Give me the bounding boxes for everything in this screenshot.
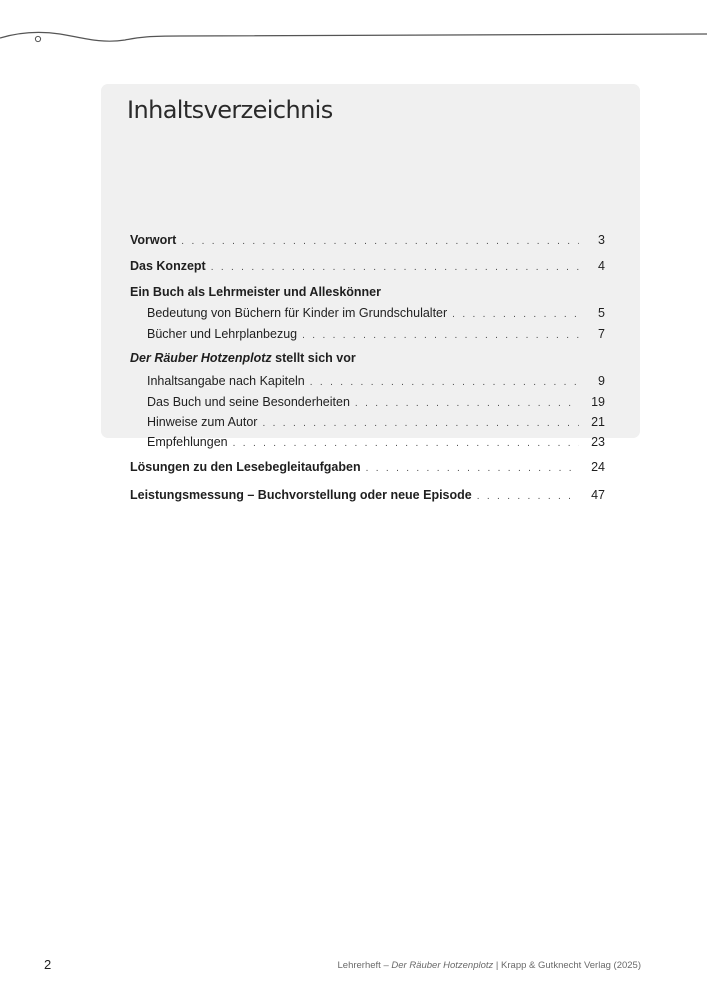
- dot-leader: [233, 434, 579, 454]
- toc-section-label: [130, 348, 356, 368]
- toc-entry-bedeutung[interactable]: [147, 303, 605, 323]
- toc-entry-label: Bücher und Lehrplanbezug: [147, 327, 298, 341]
- footer-credit-title: Der Räuber Hotzenplotz: [391, 960, 494, 971]
- toc-title: Inhaltsverzeichnis: [127, 96, 333, 124]
- toc-entry-page: 9: [598, 374, 605, 388]
- toc-entry-page: 24: [591, 460, 605, 474]
- footer-page-number: 2: [44, 957, 52, 972]
- toc-section-heading-lehrmeister: [130, 282, 605, 302]
- toc-entry-label: Empfehlungen: [147, 435, 228, 449]
- dot-leader: [310, 373, 579, 393]
- footer-credit: [338, 960, 642, 971]
- toc-entry-page: 4: [598, 259, 605, 273]
- dot-leader: [302, 326, 579, 346]
- toc-entry-leistungsmessung[interactable]: [130, 485, 605, 505]
- footer-credit-suffix: | Krapp & Gutknecht Verlag (2025): [493, 960, 641, 971]
- toc-entry-label: Inhaltsangabe nach Kapiteln: [147, 374, 305, 388]
- toc-entry-page: 3: [598, 233, 605, 247]
- toc-entry-label: Das Buch und seine Besonderheiten: [147, 395, 350, 409]
- toc-entry-page: 19: [591, 395, 605, 409]
- toc-entry-besonderheiten[interactable]: [147, 392, 605, 412]
- toc-entry-autor[interactable]: [147, 412, 605, 432]
- toc-entry-label: Bedeutung von Büchern für Kinder im Grundschulalter: [147, 306, 448, 320]
- toc-entry-vorwort[interactable]: [130, 230, 605, 250]
- section-label-rest: stellt sich vor: [271, 351, 356, 365]
- toc-entry-empfehlungen[interactable]: [147, 432, 605, 452]
- dot-leader: [355, 394, 579, 414]
- toc-entry-label: Lösungen zu den Lesebegleitaufgaben: [130, 460, 361, 474]
- toc-entry-loesungen[interactable]: [130, 457, 605, 477]
- toc-entry-label: Leistungsmessung – Buchvorstellung oder neue Episode: [130, 488, 472, 502]
- toc-entry-label: Vorwort: [130, 233, 177, 247]
- book-title-italic: Der Räuber Hotzenplotz: [130, 351, 272, 365]
- toc-entry-inhaltsangabe[interactable]: [147, 371, 605, 391]
- dot-leader: [262, 414, 579, 434]
- table-of-contents-panel: [101, 84, 640, 502]
- dot-leader: [366, 459, 579, 479]
- toc-list: [101, 84, 640, 502]
- toc-section-label: Ein Buch als Lehrmeister und Alleskönner: [130, 285, 381, 299]
- toc-entry-label: Das Konzept: [130, 259, 206, 273]
- toc-entry-page: 21: [591, 415, 605, 429]
- footer-credit-prefix: Lehrerheft –: [337, 960, 392, 971]
- toc-entry-page: 5: [598, 306, 605, 320]
- toc-entry-label: Hinweise zum Autor: [147, 415, 258, 429]
- decorative-header-line: [0, 26, 707, 56]
- toc-entry-lehrplanbezug[interactable]: [147, 324, 605, 344]
- toc-entry-das-konzept[interactable]: [130, 256, 605, 276]
- dot-leader: [452, 305, 579, 325]
- toc-entry-page: 7: [598, 327, 605, 341]
- toc-entry-page: 47: [591, 488, 605, 502]
- toc-section-heading-hotzenplotz: [130, 348, 605, 368]
- dot-leader: [181, 232, 579, 252]
- dot-leader: [477, 487, 579, 507]
- dot-leader: [211, 258, 579, 278]
- toc-entry-page: 23: [591, 435, 605, 449]
